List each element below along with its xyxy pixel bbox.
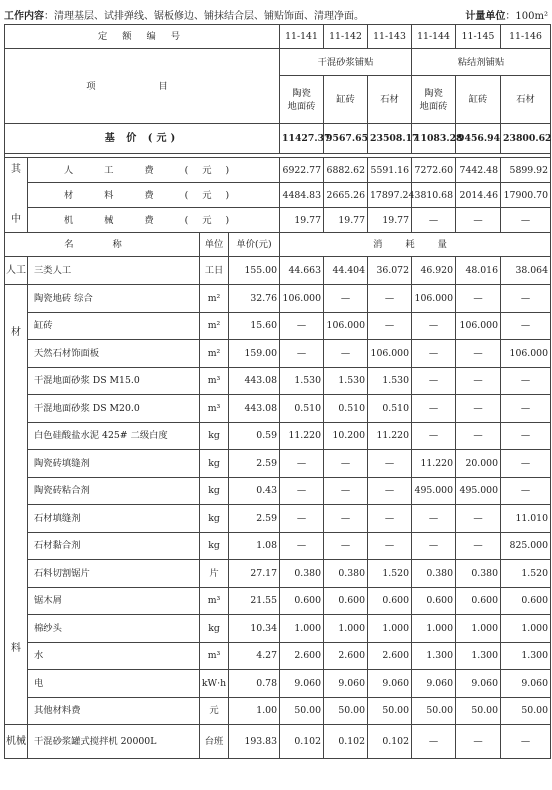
subitem-name: 缸砖 (324, 76, 368, 124)
item-value: 38.064 (501, 257, 551, 285)
item-value: — (324, 505, 368, 533)
item-value: — (368, 285, 412, 313)
table-row (5, 312, 551, 340)
item-value: 11.220 (368, 422, 412, 450)
table-row (5, 395, 551, 423)
item-value: 106.000 (456, 312, 501, 340)
table-row (5, 450, 551, 478)
item-value: — (412, 505, 456, 533)
table-row (5, 505, 551, 533)
category-labor: 人工 (5, 257, 28, 285)
item-value: 0.380 (280, 560, 324, 588)
table-row (5, 340, 551, 368)
item-value: — (368, 450, 412, 478)
quota-code-label: 定 额 编 号 (5, 25, 280, 49)
item-name: 白色硅酸盐水泥 425# 二级白度 (28, 422, 200, 450)
item-value: 0.600 (280, 587, 324, 615)
item-value: — (456, 367, 501, 395)
item-unit: 片 (200, 560, 229, 588)
quota-code: 11-143 (368, 25, 412, 49)
item-value: 106.000 (501, 340, 551, 368)
cost-row (5, 158, 551, 183)
item-name: 其他材料费 (28, 697, 200, 725)
item-name: 电 (28, 670, 200, 698)
quota-code: 11-146 (501, 25, 551, 49)
item-name: 干混砂浆罐式搅拌机 20000L (28, 725, 200, 759)
cost-value: 7272.60 (412, 158, 456, 183)
cost-value: 5899.92 (501, 158, 551, 183)
item-value: — (324, 477, 368, 505)
quota-code: 11-141 (280, 25, 324, 49)
cost-category-bottom: 中 (11, 214, 21, 225)
item-value: 50.00 (324, 697, 368, 725)
cost-value: — (456, 208, 501, 233)
item-value: 0.380 (324, 560, 368, 588)
item-name: 石材黏合剂 (28, 532, 200, 560)
item-value: 50.00 (412, 697, 456, 725)
item-name: 陶瓷砖粘合剂 (28, 477, 200, 505)
cost-value: 6922.77 (280, 158, 324, 183)
group-row (5, 49, 551, 76)
item-price: 1.08 (229, 532, 280, 560)
item-name: 锯木屑 (28, 587, 200, 615)
item-value: 1.000 (324, 615, 368, 643)
table-row (5, 642, 551, 670)
category-material (5, 285, 28, 725)
cost-value: 3810.68 (412, 183, 456, 208)
item-value: 1.520 (501, 560, 551, 588)
item-unit: kg (200, 422, 229, 450)
item-value: 0.102 (368, 725, 412, 759)
item-value: 0.600 (412, 587, 456, 615)
table-row (5, 285, 551, 313)
base-price-value: 23508.17 (368, 124, 412, 154)
group-adhesive: 粘结剂铺贴 (412, 49, 551, 76)
item-value: 0.510 (324, 395, 368, 423)
item-price: 159.00 (229, 340, 280, 368)
item-unit: kW·h (200, 670, 229, 698)
item-value: 495.000 (412, 477, 456, 505)
table-row (5, 725, 551, 759)
page-header (4, 3, 550, 23)
cost-label: 材 料 费 (元) (28, 183, 280, 208)
item-unit: m³ (200, 587, 229, 615)
category-material-bottom: 料 (11, 643, 21, 654)
item-value: 2.600 (280, 642, 324, 670)
item-value: 2.600 (324, 642, 368, 670)
measure-unit-value: 100m² (515, 11, 548, 22)
subitem-name: 陶瓷 地面砖 (280, 76, 324, 124)
table-row (5, 477, 551, 505)
item-unit: kg (200, 477, 229, 505)
cost-value: 19.77 (280, 208, 324, 233)
cost-label: 人 工 费 (元) (28, 158, 280, 183)
cost-value: 6882.62 (324, 158, 368, 183)
item-value: 1.530 (324, 367, 368, 395)
item-name: 缸砖 (28, 312, 200, 340)
item-unit: 台班 (200, 725, 229, 759)
item-value: 11.220 (412, 450, 456, 478)
item-value: — (280, 505, 324, 533)
item-value: — (368, 477, 412, 505)
item-value: 106.000 (412, 285, 456, 313)
item-value: — (412, 395, 456, 423)
item-value: 0.600 (456, 587, 501, 615)
item-value: 9.060 (456, 670, 501, 698)
item-value: 20.000 (456, 450, 501, 478)
item-value: — (456, 340, 501, 368)
table-row (5, 532, 551, 560)
item-unit: m³ (200, 395, 229, 423)
item-value: 106.000 (280, 285, 324, 313)
cost-category-top: 其 (11, 164, 21, 175)
item-price: 193.83 (229, 725, 280, 759)
cost-value: 4484.83 (280, 183, 324, 208)
item-value: — (456, 422, 501, 450)
item-value: 1.530 (280, 367, 324, 395)
column-consumption: 消 耗 量 (280, 233, 551, 257)
base-price-value: 9567.65 (324, 124, 368, 154)
item-price: 0.59 (229, 422, 280, 450)
base-price-row (5, 124, 551, 154)
item-price: 0.43 (229, 477, 280, 505)
item-value: 0.102 (280, 725, 324, 759)
item-price: 21.55 (229, 587, 280, 615)
item-value: — (456, 285, 501, 313)
category-material-top: 材 (11, 327, 21, 338)
item-value: — (324, 450, 368, 478)
consumption-body (5, 257, 551, 759)
item-price: 443.08 (229, 395, 280, 423)
item-value: 0.600 (368, 587, 412, 615)
cost-row (5, 183, 551, 208)
item-price: 15.60 (229, 312, 280, 340)
item-value: — (456, 395, 501, 423)
item-price: 443.08 (229, 367, 280, 395)
item-unit: kg (200, 505, 229, 533)
item-price: 4.27 (229, 642, 280, 670)
item-value: 106.000 (368, 340, 412, 368)
item-value: 9.060 (280, 670, 324, 698)
subitem-name: 石材 (368, 76, 412, 124)
item-value: — (280, 340, 324, 368)
table-row (5, 697, 551, 725)
item-value: 9.060 (412, 670, 456, 698)
item-name: 陶瓷地砖 综合 (28, 285, 200, 313)
item-label: 项 目 (5, 49, 280, 124)
item-value: — (501, 285, 551, 313)
table-row (5, 560, 551, 588)
item-value: — (456, 505, 501, 533)
item-price: 2.59 (229, 450, 280, 478)
item-price: 10.34 (229, 615, 280, 643)
item-value: 495.000 (456, 477, 501, 505)
item-value: 825.000 (501, 532, 551, 560)
item-unit: kg (200, 450, 229, 478)
item-value: 44.663 (280, 257, 324, 285)
item-unit: 元 (200, 697, 229, 725)
cost-value: — (412, 208, 456, 233)
quota-code: 11-144 (412, 25, 456, 49)
item-price: 2.59 (229, 505, 280, 533)
item-name: 水 (28, 642, 200, 670)
column-price: 单价(元) (229, 233, 280, 257)
item-value: 0.380 (456, 560, 501, 588)
work-content-label: 工作内容 (4, 11, 44, 22)
base-price-value: 23800.62 (501, 124, 551, 154)
category-machine: 机械 (5, 725, 28, 759)
cost-value: 19.77 (368, 208, 412, 233)
item-name: 石料切割锯片 (28, 560, 200, 588)
item-value: 36.072 (368, 257, 412, 285)
item-value: 1.000 (501, 615, 551, 643)
measure-unit: 计量单位：100m² (465, 11, 548, 22)
item-value: 1.000 (456, 615, 501, 643)
measure-unit-label: 计量单位 (465, 11, 506, 22)
item-value: 2.600 (368, 642, 412, 670)
table-row (5, 670, 551, 698)
base-price-value: 11427.37 (280, 124, 324, 154)
cost-category (5, 158, 28, 233)
quota-table (4, 24, 551, 759)
item-value: 0.380 (412, 560, 456, 588)
item-value: — (501, 395, 551, 423)
item-name: 天然石材饰面板 (28, 340, 200, 368)
item-value: 0.102 (324, 725, 368, 759)
item-value: 1.000 (368, 615, 412, 643)
quota-code: 11-142 (324, 25, 368, 49)
item-value: — (280, 312, 324, 340)
item-value: 48.016 (456, 257, 501, 285)
item-value: — (412, 312, 456, 340)
item-value: — (456, 532, 501, 560)
item-value: — (412, 367, 456, 395)
item-value: 50.00 (280, 697, 324, 725)
base-price-value: 11083.28 (412, 124, 456, 154)
work-content-text: 清理基层、试排弹线、锯板修边、铺抹结合层、铺贴饰面、清理净面。 (54, 11, 364, 22)
item-name: 棉纱头 (28, 615, 200, 643)
quota-code: 11-145 (456, 25, 501, 49)
item-unit: m² (200, 340, 229, 368)
item-unit: m³ (200, 367, 229, 395)
item-value: — (368, 532, 412, 560)
item-unit: kg (200, 615, 229, 643)
item-value: — (501, 312, 551, 340)
item-value: 1.000 (280, 615, 324, 643)
item-unit: 工日 (200, 257, 229, 285)
item-value: — (324, 340, 368, 368)
cost-value: — (501, 208, 551, 233)
item-value: — (412, 725, 456, 759)
table-row (5, 615, 551, 643)
cost-value: 5591.16 (368, 158, 412, 183)
item-unit: kg (200, 532, 229, 560)
item-name: 干混地面砂浆 DS M20.0 (28, 395, 200, 423)
table-row (5, 422, 551, 450)
group-dry-mortar: 干混砂浆铺贴 (280, 49, 412, 76)
quota-code-row (5, 25, 551, 49)
item-value: — (324, 532, 368, 560)
item-unit: m² (200, 312, 229, 340)
cost-value: 7442.48 (456, 158, 501, 183)
item-value: 50.00 (456, 697, 501, 725)
item-value: 10.200 (324, 422, 368, 450)
table-row (5, 257, 551, 285)
item-value: 0.600 (501, 587, 551, 615)
base-price-value: 9456.94 (456, 124, 501, 154)
item-value: — (501, 422, 551, 450)
subitem-name: 陶瓷 地面砖 (412, 76, 456, 124)
cost-value: 2665.26 (324, 183, 368, 208)
item-name: 三类人工 (28, 257, 200, 285)
cost-label: 机 械 费 (元) (28, 208, 280, 233)
item-price: 1.00 (229, 697, 280, 725)
item-value: 0.510 (280, 395, 324, 423)
item-value: 106.000 (324, 312, 368, 340)
item-unit: m² (200, 285, 229, 313)
item-unit: m³ (200, 642, 229, 670)
item-value: — (456, 725, 501, 759)
item-price: 32.76 (229, 285, 280, 313)
item-value: 1.520 (368, 560, 412, 588)
item-price: 155.00 (229, 257, 280, 285)
item-value: — (412, 532, 456, 560)
table-row (5, 367, 551, 395)
item-value: — (501, 450, 551, 478)
item-value: — (412, 340, 456, 368)
item-value: 9.060 (501, 670, 551, 698)
item-value: 11.010 (501, 505, 551, 533)
table-row (5, 587, 551, 615)
cost-value: 2014.46 (456, 183, 501, 208)
item-value: 0.600 (324, 587, 368, 615)
item-name: 陶瓷砖填缝剂 (28, 450, 200, 478)
item-value: — (501, 367, 551, 395)
column-unit: 单位 (200, 233, 229, 257)
subitem-name: 缸砖 (456, 76, 501, 124)
item-price: 0.78 (229, 670, 280, 698)
item-value: 0.510 (368, 395, 412, 423)
item-value: — (368, 312, 412, 340)
base-price-label: 基 价 (元) (5, 124, 280, 154)
column-name: 名 称 (5, 233, 200, 257)
cost-value: 17900.70 (501, 183, 551, 208)
cost-value: 17897.24 (368, 183, 412, 208)
item-price: 27.17 (229, 560, 280, 588)
item-value: — (501, 725, 551, 759)
item-value: — (280, 450, 324, 478)
cost-row (5, 208, 551, 233)
item-value: 11.220 (280, 422, 324, 450)
item-name: 石材填缝剂 (28, 505, 200, 533)
item-value: 50.00 (501, 697, 551, 725)
column-header-row (5, 233, 551, 257)
item-value: 1.530 (368, 367, 412, 395)
item-value: — (280, 532, 324, 560)
item-value: — (324, 285, 368, 313)
cost-value: 19.77 (324, 208, 368, 233)
item-value: 44.404 (324, 257, 368, 285)
item-value: 1.000 (412, 615, 456, 643)
item-value: 1.300 (456, 642, 501, 670)
item-value: — (501, 477, 551, 505)
item-name: 干混地面砂浆 DS M15.0 (28, 367, 200, 395)
item-value: 50.00 (368, 697, 412, 725)
item-value: 1.300 (501, 642, 551, 670)
cost-breakdown (5, 158, 551, 233)
work-content: 工作内容：清理基层、试排弹线、锯板修边、铺抹结合层、铺贴饰面、清理净面。 (4, 11, 364, 22)
item-value: — (368, 505, 412, 533)
subitem-name: 石材 (501, 76, 551, 124)
item-value: 9.060 (368, 670, 412, 698)
item-value: 9.060 (324, 670, 368, 698)
item-value: — (412, 422, 456, 450)
item-value: 1.300 (412, 642, 456, 670)
item-value: — (280, 477, 324, 505)
item-value: 46.920 (412, 257, 456, 285)
